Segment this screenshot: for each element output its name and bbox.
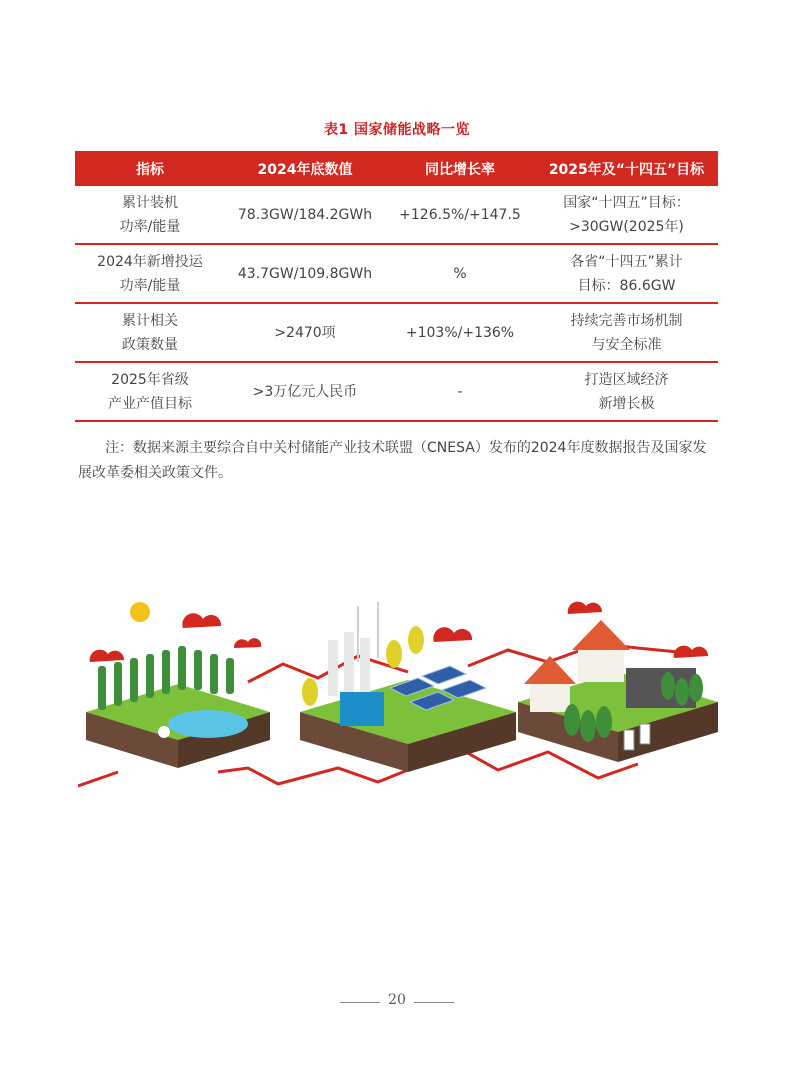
- cell-target: [535, 362, 718, 421]
- battery-station-icon: [340, 692, 384, 726]
- sun-icon: [130, 602, 150, 622]
- cell-value: 43.7GW/109.8GWh: [225, 244, 385, 303]
- header-indicator: 指标: [75, 151, 225, 186]
- cell-line: >30GW(2025年): [569, 218, 684, 235]
- table-row: [75, 362, 718, 421]
- cell-line: 累计相关: [122, 312, 178, 329]
- strategy-table: [75, 151, 718, 422]
- cell-growth: +126.5%/+147.5: [385, 186, 535, 244]
- header-growth: 同比增长率: [385, 151, 535, 186]
- page-footer: [0, 992, 794, 1012]
- cell-target: [535, 303, 718, 362]
- cell-line: 功率/能量: [119, 218, 181, 235]
- cell-line: 2025年省级: [111, 371, 189, 388]
- table-row: [75, 303, 718, 362]
- data-source-note: 注：数据来源主要综合自中关村储能产业技术联盟（CNESA）发布的2024年度数据报告及国家发展改革委相关政策文件。: [78, 440, 707, 481]
- cell-line: 与安全标准: [591, 336, 662, 353]
- cell-indicator: [75, 244, 225, 303]
- table-row: [75, 186, 718, 244]
- sprinkler-icon: [158, 726, 170, 738]
- cell-line: 目标：86.6GW: [577, 277, 676, 294]
- table-header-row: [75, 151, 718, 186]
- page-number: 20: [388, 992, 406, 1008]
- cell-indicator: [75, 362, 225, 421]
- footer-rule-left: [340, 1002, 380, 1003]
- cell-growth: +103%/+136%: [385, 303, 535, 362]
- cell-line: 累计装机: [122, 194, 178, 211]
- cell-line: 打造区域经济: [584, 371, 669, 388]
- cell-value: >2470项: [225, 303, 385, 362]
- cell-indicator: [75, 186, 225, 244]
- cell-value: >3万亿元人民币: [225, 362, 385, 421]
- cell-line: 产业产值目标: [108, 395, 192, 412]
- cell-line: 各省“十四五”累计: [570, 253, 683, 270]
- cell-line: 政策数量: [122, 336, 178, 353]
- cell-line: 持续完善市场机制: [570, 312, 683, 329]
- power-island: [300, 602, 516, 772]
- energy-islands-illustration: [78, 592, 718, 812]
- table-caption: 表1 国家储能战略一览: [323, 122, 471, 138]
- residential-island: [518, 620, 718, 762]
- footer-rule-right: [414, 1002, 454, 1003]
- cell-growth: %: [385, 244, 535, 303]
- cell-growth: -: [385, 362, 535, 421]
- cell-indicator: [75, 303, 225, 362]
- table-row: [75, 244, 718, 303]
- cell-line: 国家“十四五”目标：: [563, 194, 690, 211]
- cell-target: [535, 186, 718, 244]
- farm-island: [86, 646, 270, 768]
- cell-target: [535, 244, 718, 303]
- header-value-2024: 2024年底数值: [225, 151, 385, 186]
- header-target: 2025年及“十四五”目标: [535, 151, 718, 186]
- cell-line: 2024年新增投运: [97, 253, 203, 270]
- cell-line: 功率/能量: [119, 277, 181, 294]
- chimney-icon: [328, 632, 370, 696]
- cell-value: 78.3GW/184.2GWh: [225, 186, 385, 244]
- cell-line: 新增长极: [598, 395, 655, 412]
